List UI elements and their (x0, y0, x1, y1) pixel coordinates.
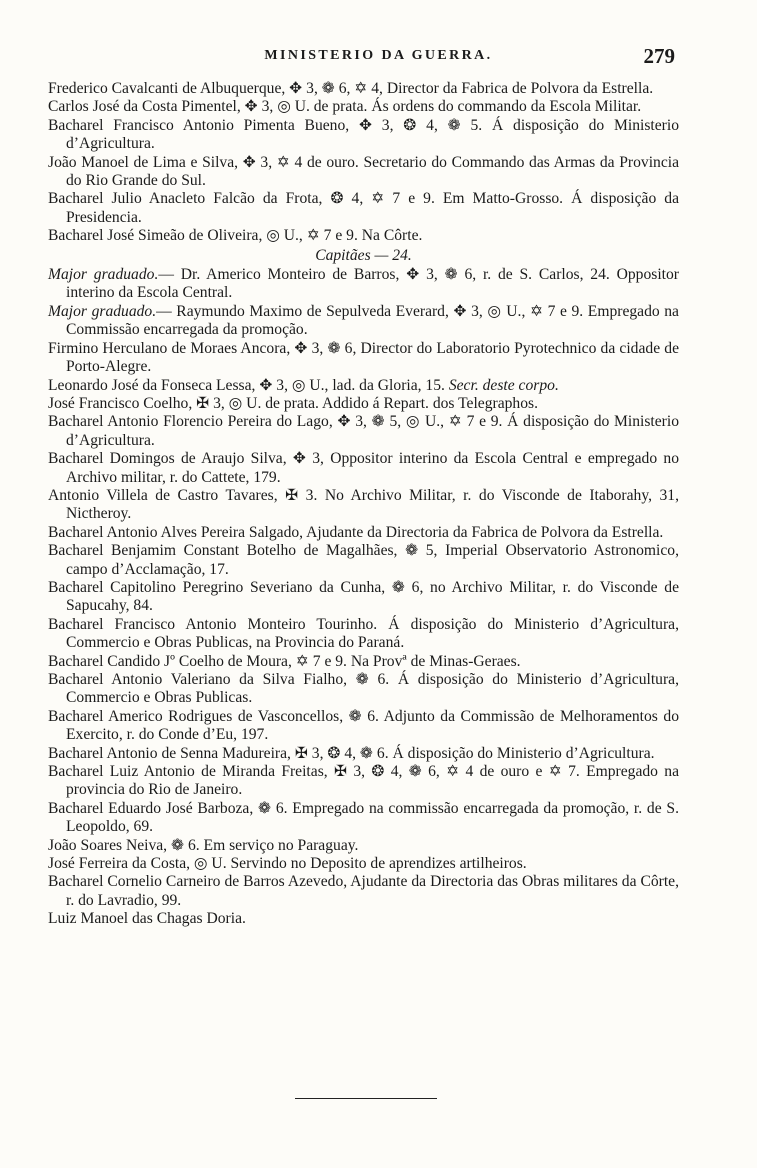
list-entry: José Ferreira da Costa, ◎ U. Servindo no Deposito de aprendizes artilheiros. (48, 855, 527, 873)
list-entry: Bacharel Eduardo José Barboza, ❁ 6. Empregado na commissão encarregada da promoção, r. de S. Leopoldo, 69. (48, 799, 679, 836)
list-entry: Carlos José da Costa Pimentel, ✥ 3, ◎ U. de prata. Ás ordens do commando da Escola Militar. (48, 98, 642, 116)
list-entry: Bacharel Luiz Antonio de Miranda Freitas, ✠ 3, ❂ 4, ❁ 6, ✡ 4 de ouro e ✡ 7. Empregado na provincia do Rio de Janeiro. (48, 763, 679, 799)
list-entry: Antonio Villela de Castro Tavares, ✠ 3. No Archivo Militar, r. do Visconde de Itaborahy, 31, Nictheroy. (48, 486, 679, 523)
section-heading-captains: Capitães — 24. (315, 246, 412, 264)
list-entry: Firmino Herculano de Moraes Ancora, ✥ 3, ❁ 6, Director do Laboratorio Pyrotechnico da cidade de Porto-Alegre. (48, 339, 679, 376)
entry-text: — Raymundo Maximo de Sepulveda Everard, ✥ 3, ◎ U., ✡ 7 e 9. Empregado na Commissão encarregada da promoção. (66, 302, 679, 339)
list-entry: Bacharel Francisco Antonio Pimenta Bueno, ✥ 3, ❂ 4, ❁ 5. Á disposição do Ministerio d’Agricultura. (48, 116, 679, 153)
list-entry (48, 303, 679, 340)
list-entry: João Soares Neiva, ❁ 6. Em serviço no Paraguay. (48, 836, 359, 854)
officer-list (48, 80, 679, 929)
list-entry: Bacharel Domingos de Araujo Silva, ✥ 3, Oppositor interino da Escola Central e empregado no Archivo militar, r. do Cattete, 179. (48, 450, 679, 486)
page-number: 279 (643, 44, 675, 68)
list-entry: Bacharel Antonio Valeriano da Silva Fialho, ❁ 6. Á disposição do Ministerio d’Agricultura, Commercio e Obras Publicas. (48, 671, 679, 707)
entry-text: Leonardo José da Fonseca Lessa, ✥ 3, ◎ U., lad. da Gloria, 15. (48, 376, 445, 394)
list-entry: Bacharel Americo Rodrigues de Vasconcellos, ❁ 6. Adjunto da Commissão de Melhoramentos do Exercito, r. do Conde d’Eu, 197. (48, 707, 679, 744)
entry-rank: Major graduado. (48, 266, 159, 284)
list-entry: Bacharel Cornelio Carneiro de Barros Azevedo, Ajudante da Directoria das Obras militares da Côrte, r. do Lavradio, 99. (48, 873, 679, 909)
page-header (0, 44, 757, 74)
entry-note: Secr. deste corpo. (448, 376, 559, 394)
list-entry (48, 266, 679, 303)
list-entry: Frederico Cavalcanti de Albuquerque, ✥ 3, ❁ 6, ✡ 4, Director da Fabrica de Polvora da Estrella. (48, 80, 654, 97)
list-entry: Bacharel Antonio de Senna Madureira, ✠ 3, ❂ 4, ❁ 6. Á disposição do Ministerio d’Agricultura. (48, 744, 655, 762)
list-entry: João Manoel de Lima e Silva, ✥ 3, ✡ 4 de ouro. Secretario do Commando das Armas da Provincia do Rio Grande do Sul. (48, 153, 679, 190)
list-entry: Bacharel Candido Jº Coelho de Moura, ✡ 7 e 9. Na Provª de Minas-Geraes. (48, 652, 521, 670)
list-entry: Bacharel Benjamim Constant Botelho de Magalhães, ❁ 5, Imperial Observatorio Astronomico, campo d’Acclamação, 17. (48, 542, 679, 578)
closing-rule (295, 1098, 437, 1099)
running-title: MINISTERIO DA GUERRA. (264, 48, 493, 63)
list-entry: Bacharel Julio Anacleto Falcão da Frota, ❂ 4, ✡ 7 e 9. Em Matto-Grosso. Á disposição da Presidencia. (48, 190, 679, 226)
list-entry: Bacharel Francisco Antonio Monteiro Tourinho. Á disposição do Ministerio d’Agricultura, Commercio e Obras Publicas, na Provincia do Paraná. (48, 615, 679, 652)
list-entry: José Francisco Coelho, ✠ 3, ◎ U. de prata. Addido á Repart. dos Telegraphos. (48, 394, 538, 412)
entry-rank: Major graduado. (48, 302, 157, 320)
list-entry: Bacharel José Simeão de Oliveira, ◎ U., ✡ 7 e 9. Na Côrte. (48, 227, 423, 245)
list-entry: Bacharel Capitolino Peregrino Severiano da Cunha, ❁ 6, no Archivo Militar, r. do Visconde de Sapucahy, 84. (48, 578, 679, 615)
list-entry: Bacharel Antonio Alves Pereira Salgado, Ajudante da Directoria da Fabrica de Polvora da Estrella. (48, 523, 664, 541)
entry-text: — Dr. Americo Monteiro de Barros, ✥ 3, ❁ 6, r. de S. Carlos, 24. Oppositor interino da Escola Central. (66, 266, 679, 302)
list-entry (48, 377, 679, 395)
list-entry: Bacharel Antonio Florencio Pereira do Lago, ✥ 3, ❁ 5, ◎ U., ✡ 7 e 9. Á disposição do Ministerio d’Agricultura. (48, 413, 679, 449)
list-entry: Luiz Manoel das Chagas Doria. (48, 910, 246, 928)
